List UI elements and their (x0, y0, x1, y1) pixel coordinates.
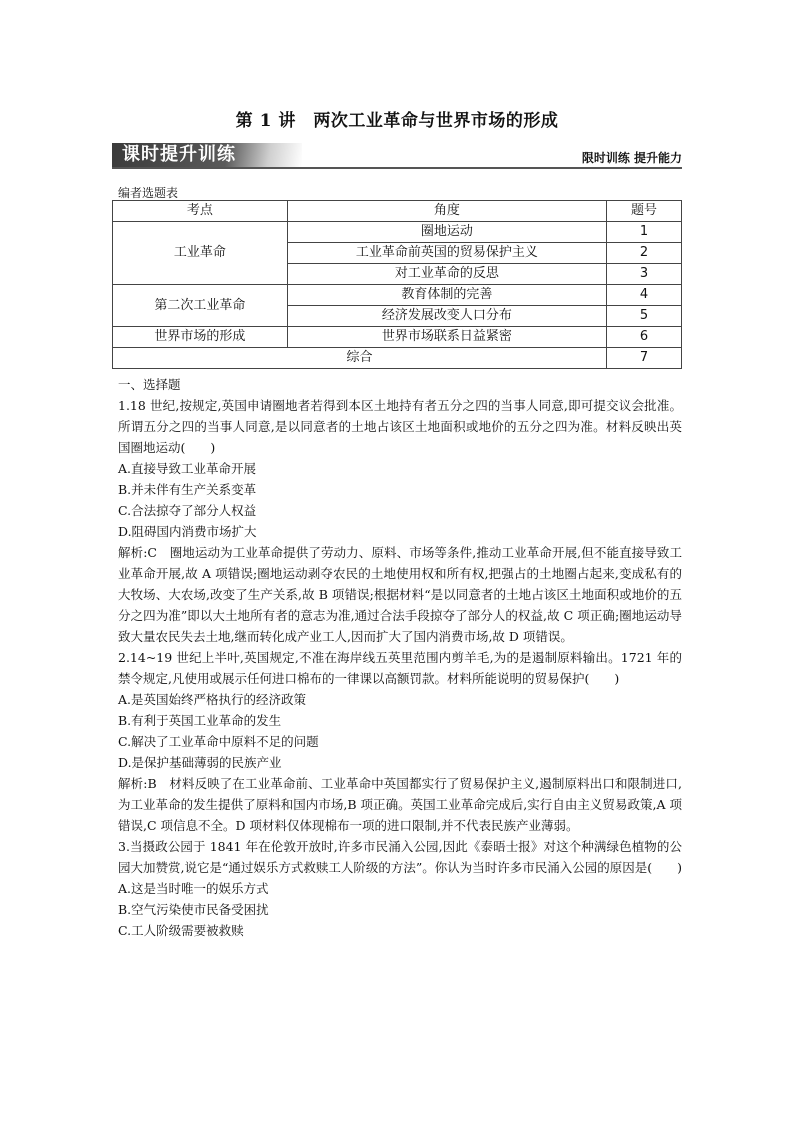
topic-cell: 世界市场的形成 (113, 327, 288, 348)
table-row (113, 285, 682, 306)
angle-cell: 对工业革命的反思 (287, 264, 606, 285)
banner-label: 课时提升训练 (112, 143, 302, 167)
option: A.是英国始终严格执行的经济政策 (118, 692, 307, 707)
topic-table (112, 200, 682, 369)
option: A.这是当时唯一的娱乐方式 (118, 881, 269, 896)
table-row (113, 222, 682, 243)
angle-cell: 教育体制的完善 (287, 285, 606, 306)
analysis: 解析:C 圈地运动为工业革命提供了劳动力、原料、市场等条件,推动工业革命开展,但不能直接导致工业革命开展,故 A 项错误;圈地运动剥夺农民的土地使用权和所有权,把强占的土地圈占起来,变成私有的大牧场、大农场,改变了生产关系,故 B 项错误;根据材料“是以同意者的土地占该区土地面积或地价的五分之四为准”即以大土地所有者的意志为准,通过合法手段掠夺了部分人的权益,故 C 项正确;圈地运动导致大量农民失去土地,继而转化成产业工人,因而扩大了国内消费市场,故 D 项错误。 (118, 545, 682, 644)
table-summary-row (113, 348, 682, 369)
column-header: 题号 (607, 201, 682, 222)
number-cell: 4 (607, 285, 682, 306)
number-cell: 1 (607, 222, 682, 243)
option: C.合法掠夺了部分人权益 (118, 503, 257, 518)
section-banner (112, 143, 682, 169)
option: C.解决了工业革命中原料不足的问题 (118, 734, 319, 749)
analysis: 解析:B 材料反映了在工业革命前、工业革命中英国都实行了贸易保护主义,遏制原料出口和限制进口,为工业革命的发生提供了原料和国内市场,B 项正确。英国工业革命完成后,实行自由主义贸易政策,A 项错误,C 项信息不全。D 项材料仅体现棉布一项的进口限制,并不代表民族产业薄弱。 (118, 776, 682, 833)
option: D.阻碍国内消费市场扩大 (118, 524, 257, 539)
topic-cell: 工业革命 (113, 222, 288, 285)
option: B.空气污染使市民备受困扰 (118, 902, 269, 917)
topic-cell: 第二次工业革命 (113, 285, 288, 327)
option: A.直接导致工业革命开展 (118, 461, 257, 476)
number-cell: 6 (607, 327, 682, 348)
option: D.是保护基础薄弱的民族产业 (118, 755, 282, 770)
number-cell: 3 (607, 264, 682, 285)
option: B.有利于英国工业革命的发生 (118, 713, 282, 728)
number-cell: 2 (607, 243, 682, 264)
banner-divider (112, 167, 682, 169)
number-cell: 5 (607, 306, 682, 327)
question-stem: 1.18 世纪,按规定,英国申请圈地者若得到本区土地持有者五分之四的当事人同意,即可提交议会批准。所谓五分之四的当事人同意,是以同意者的土地占该区土地面积或地价的五分之四为准。材料反映出英国圈地运动( ) (118, 398, 682, 455)
question-stem: 3.当摄政公园于 1841 年在伦敦开放时,许多市民涌入公园,因此《泰晤士报》对这个种满绿色植物的公园大加赞赏,说它是“通过娱乐方式救赎工人阶级的方法”。你认为当时许多市民涌入公园的原因是( ) (118, 839, 683, 875)
summary-cell: 综合 (113, 348, 607, 369)
table-header-row (113, 201, 682, 222)
option: B.并未伴有生产关系变革 (118, 482, 257, 497)
angle-cell: 圈地运动 (287, 222, 606, 243)
table-caption: 编者选题表 (118, 186, 179, 200)
column-header: 考点 (113, 201, 288, 222)
number-cell: 7 (607, 348, 682, 369)
option: C.工人阶级需要被救赎 (118, 923, 244, 938)
banner-slogan: 限时训练 提升能力 (581, 151, 682, 165)
page-title: 第 1 讲 两次工业革命与世界市场的形成 (235, 111, 559, 131)
section-heading: 一、选择题 (118, 377, 181, 392)
table-row (113, 327, 682, 348)
question-stem: 2.14~19 世纪上半叶,英国规定,不准在海岸线五英里范围内剪羊毛,为的是遏制原料输出。1721 年的禁令规定,凡使用或展示任何进口棉布的一律课以高额罚款。材料所能说明的贸易保护( ) (118, 650, 682, 686)
angle-cell: 工业革命前英国的贸易保护主义 (287, 243, 606, 264)
question-content (118, 374, 682, 941)
angle-cell: 世界市场联系日益紧密 (287, 327, 606, 348)
angle-cell: 经济发展改变人口分布 (287, 306, 606, 327)
column-header: 角度 (287, 201, 606, 222)
